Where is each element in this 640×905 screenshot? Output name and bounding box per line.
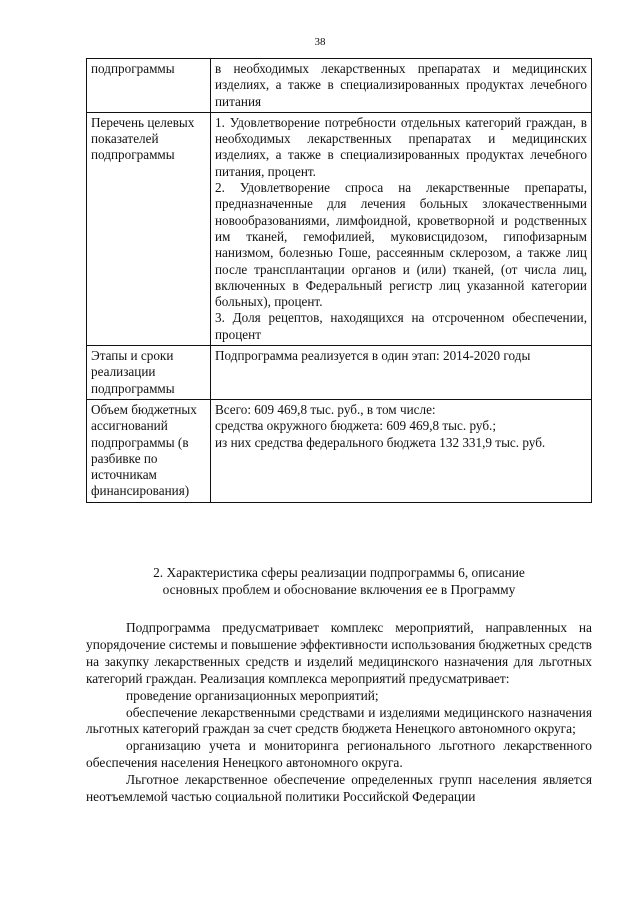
subprogram-passport-table (86, 58, 592, 503)
row-paragraph: средства окружного бюджета: 609 469,8 тыс. руб.; (215, 418, 496, 434)
row-paragraph: из них средства федерального бюджета 132 331,9 тыс. руб. (215, 434, 546, 450)
body-paragraph: Подпрограмма предусматривает комплекс мероприятий, направленных на упорядочение системы и повышение эффективности использования бюджетных средств на закупку лекарственных средств и изделий медицинского назначения для льготных категорий граждан. Реализация комплекса мероприятий предусматривает: (86, 620, 592, 686)
row-paragraph: 1. Удовлетворение потребности отдельных категорий граждан, в необходимых лекарственных препаратах и медицинских изделиях, а также в специализированных продуктах лечебного питания, процент. (215, 114, 587, 179)
page-number: 38 (314, 36, 326, 48)
section-heading (86, 564, 592, 598)
row-label: Объем бюджетных ассигнований подпрограммы (в разбивке по источникам финансирования) (87, 399, 211, 502)
row-label: Перечень целевых показателей подпрограммы (87, 112, 211, 345)
table-row (87, 346, 592, 400)
body-paragraph: проведение организационных мероприятий; (126, 687, 379, 703)
row-content (211, 59, 592, 113)
row-paragraph: в необходимых лекарственных препаратах и медицинских изделиях, а также в специализированных продуктах лечебного питания (215, 61, 587, 109)
row-paragraph: 2. Удовлетворение спроса на лекарственные препараты, предназначенные для лечения больных злокачественными новообразованиями, лимфоидной, кроветворной и родственных им тканей, гемофилией, муковисцидозом, гипофизарным нанизмом, болезнью Гоше, рассеянным склерозом, а также лиц после трансплантации органов и (или) тканей, (от числа лиц, включенных в Федеральный регистр лиц указанной категории больных), процент. (215, 180, 587, 310)
row-content (211, 112, 592, 345)
row-label: подпрограммы (87, 59, 211, 113)
body-paragraph: обеспечение лекарственными средствами и изделиями медицинского назначения льготных категорий граждан за счет средств бюджета Ненецкого автономного округа; (86, 704, 592, 737)
body-text (86, 620, 592, 806)
row-paragraph: Подпрограмма реализуется в один этап: 2014-2020 годы (215, 348, 531, 364)
body-paragraph: организацию учета и мониторинга регионального льготного лекарственного обеспечения населения Ненецкого автономного округа. (86, 738, 592, 771)
section-heading-line: 2. Характеристика сферы реализации подпрограммы 6, описание (153, 565, 525, 580)
body-paragraph: Льготное лекарственное обеспечение определенных групп населения является неотъемлемой частью социальной политики Российской Федерации (86, 772, 592, 805)
row-content (211, 346, 592, 400)
row-content (211, 399, 592, 502)
section-heading-line: основных проблем и обоснование включения ее в Программу (162, 582, 516, 597)
row-label: Этапы и сроки реализации подпрограммы (87, 346, 211, 400)
table-row (87, 112, 592, 345)
table-row (87, 399, 592, 502)
row-paragraph: 3. Доля рецептов, находящихся на отсроченном обеспечении, процент (215, 310, 587, 342)
row-paragraph: Всего: 609 469,8 тыс. руб., в том числе: (215, 401, 436, 417)
table-row (87, 59, 592, 113)
